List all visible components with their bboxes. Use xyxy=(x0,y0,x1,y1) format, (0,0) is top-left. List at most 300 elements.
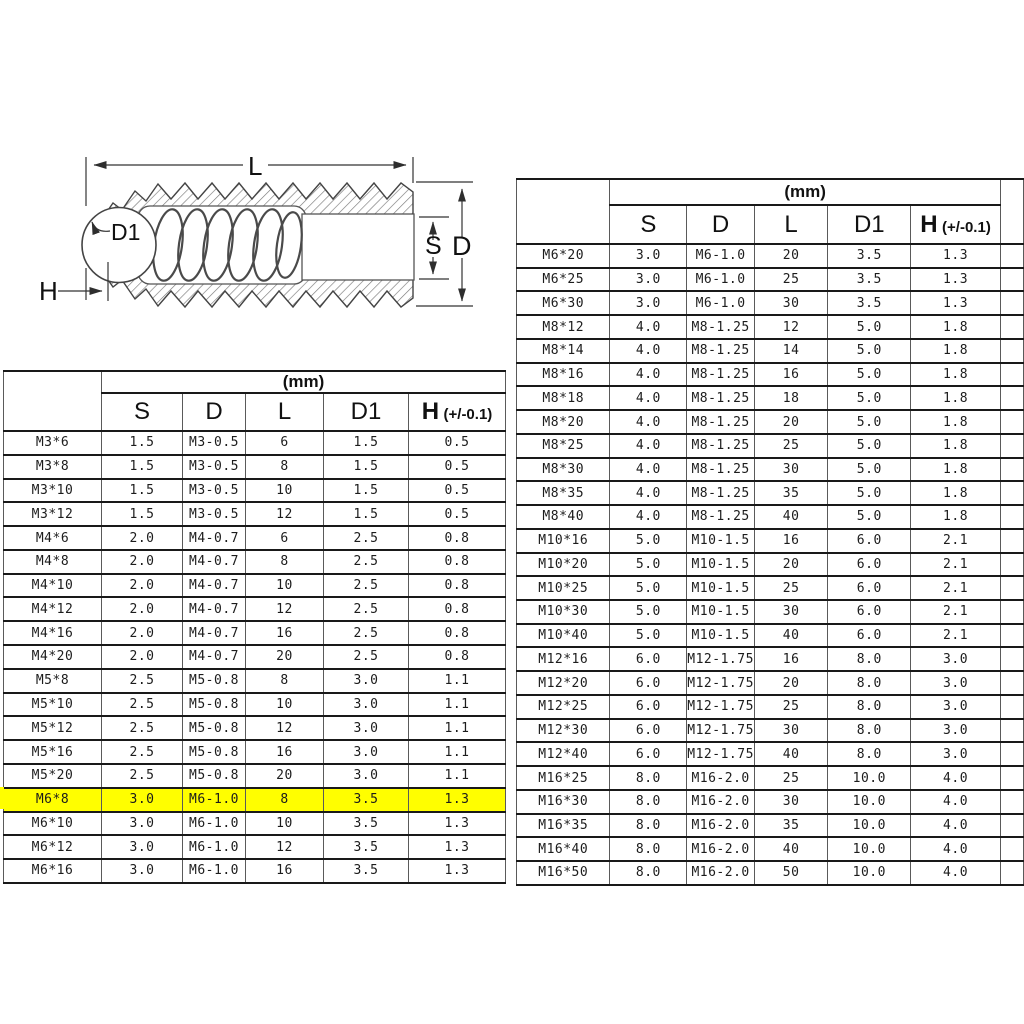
value-cell: 1.5 xyxy=(324,479,409,503)
unit-header: (mm) xyxy=(102,371,506,393)
size-cell: M5*16 xyxy=(4,740,102,764)
cutoff-cell xyxy=(1000,600,1023,624)
value-cell: 1.8 xyxy=(911,434,1001,458)
value-cell: M4-0.7 xyxy=(183,574,246,598)
corner-blank-cell xyxy=(4,371,102,431)
value-cell: 40 xyxy=(754,505,827,529)
value-cell: 12 xyxy=(246,502,324,526)
value-cell: M10-1.5 xyxy=(687,553,755,577)
cutoff-cell xyxy=(1000,363,1023,387)
table-row xyxy=(517,624,1024,648)
value-cell: 4.0 xyxy=(610,315,687,339)
size-cell: M8*16 xyxy=(517,363,610,387)
value-cell: 25 xyxy=(754,766,827,790)
size-cell: M16*30 xyxy=(517,790,610,814)
value-cell: 50 xyxy=(754,861,827,885)
h-label: H xyxy=(421,398,440,425)
value-cell: M10-1.5 xyxy=(687,600,755,624)
cutoff-cell xyxy=(1000,410,1023,434)
right-table-body xyxy=(517,244,1024,885)
cutoff-cell xyxy=(1000,695,1023,719)
size-cell: M16*25 xyxy=(517,766,610,790)
table-row xyxy=(517,719,1024,743)
value-cell: 4.0 xyxy=(610,481,687,505)
value-cell: 30 xyxy=(754,600,827,624)
unit-header-row xyxy=(517,179,1024,205)
left-table-body xyxy=(4,431,506,883)
value-cell: 8.0 xyxy=(828,742,911,766)
table-row xyxy=(4,479,506,503)
size-cell: M8*14 xyxy=(517,339,610,363)
size-cell: M12*30 xyxy=(517,719,610,743)
value-cell: 2.5 xyxy=(102,764,183,788)
value-cell: 1.8 xyxy=(911,315,1001,339)
table-row xyxy=(4,788,506,812)
h-tolerance-label: (+/-0.1) xyxy=(443,406,493,423)
value-cell: M6-1.0 xyxy=(183,788,246,812)
table-row xyxy=(517,363,1024,387)
value-cell: 3.0 xyxy=(610,244,687,268)
value-cell: M6-1.0 xyxy=(687,268,755,292)
table-row xyxy=(517,386,1024,410)
value-cell: 3.5 xyxy=(324,835,409,859)
value-cell: 3.0 xyxy=(324,693,409,717)
value-cell: 16 xyxy=(246,740,324,764)
size-cell: M6*16 xyxy=(4,859,102,883)
value-cell: 1.8 xyxy=(911,339,1001,363)
cutoff-cell xyxy=(1000,315,1023,339)
cutoff-cell xyxy=(1000,671,1023,695)
value-cell: 4.0 xyxy=(911,861,1001,885)
value-cell: 20 xyxy=(754,410,827,434)
value-cell: 2.5 xyxy=(324,621,409,645)
col-header-h xyxy=(409,393,506,431)
value-cell: 3.0 xyxy=(324,716,409,740)
value-cell: M3-0.5 xyxy=(183,431,246,455)
cutoff-cell xyxy=(1000,386,1023,410)
value-cell: M10-1.5 xyxy=(687,529,755,553)
value-cell: 20 xyxy=(754,671,827,695)
value-cell: M16-2.0 xyxy=(687,814,755,838)
cutoff-cell xyxy=(1000,553,1023,577)
value-cell: M5-0.8 xyxy=(183,716,246,740)
size-cell: M4*8 xyxy=(4,550,102,574)
value-cell: 2.1 xyxy=(911,529,1001,553)
value-cell: 35 xyxy=(754,814,827,838)
value-cell: 1.3 xyxy=(409,859,506,883)
value-cell: M12-1.75 xyxy=(687,671,755,695)
table-row xyxy=(517,814,1024,838)
size-cell: M6*25 xyxy=(517,268,610,292)
value-cell: M12-1.75 xyxy=(687,719,755,743)
table-row xyxy=(517,695,1024,719)
size-cell: M4*12 xyxy=(4,597,102,621)
size-cell: M3*12 xyxy=(4,502,102,526)
value-cell: 3.0 xyxy=(324,764,409,788)
cutoff-cell xyxy=(1000,268,1023,292)
value-cell: 16 xyxy=(246,621,324,645)
value-cell: 2.1 xyxy=(911,553,1001,577)
size-cell: M5*8 xyxy=(4,669,102,693)
size-cell: M10*16 xyxy=(517,529,610,553)
value-cell: 5.0 xyxy=(828,458,911,482)
value-cell: 1.1 xyxy=(409,693,506,717)
value-cell: 3.0 xyxy=(610,268,687,292)
value-cell: 1.3 xyxy=(911,268,1001,292)
value-cell: M6-1.0 xyxy=(687,244,755,268)
size-cell: M5*20 xyxy=(4,764,102,788)
value-cell: 10 xyxy=(246,574,324,598)
spring-plunger-diagram xyxy=(0,140,490,320)
table-row xyxy=(4,550,506,574)
value-cell: 8.0 xyxy=(610,790,687,814)
value-cell: 8.0 xyxy=(610,837,687,861)
value-cell: 3.0 xyxy=(324,669,409,693)
value-cell: 25 xyxy=(754,695,827,719)
value-cell: 12 xyxy=(246,835,324,859)
value-cell: 1.1 xyxy=(409,740,506,764)
value-cell: 3.0 xyxy=(911,695,1001,719)
value-cell: 18 xyxy=(754,386,827,410)
value-cell: 12 xyxy=(246,716,324,740)
unit-header: (mm) xyxy=(610,179,1000,205)
value-cell: 0.8 xyxy=(409,597,506,621)
cutoff-cell xyxy=(1000,742,1023,766)
value-cell: 5.0 xyxy=(610,624,687,648)
value-cell: 16 xyxy=(246,859,324,883)
value-cell: 3.0 xyxy=(102,788,183,812)
value-cell: M8-1.25 xyxy=(687,434,755,458)
value-cell: M16-2.0 xyxy=(687,861,755,885)
table-row xyxy=(517,315,1024,339)
value-cell: M6-1.0 xyxy=(183,859,246,883)
value-cell: 10 xyxy=(246,812,324,836)
corner-blank-cell xyxy=(517,179,610,244)
size-cell: M6*30 xyxy=(517,291,610,315)
value-cell: 30 xyxy=(754,790,827,814)
value-cell: 1.5 xyxy=(102,479,183,503)
value-cell: M3-0.5 xyxy=(183,502,246,526)
value-cell: 8.0 xyxy=(828,671,911,695)
value-cell: 1.5 xyxy=(102,431,183,455)
size-cell: M4*10 xyxy=(4,574,102,598)
size-cell: M6*12 xyxy=(4,835,102,859)
value-cell: 20 xyxy=(754,244,827,268)
value-cell: 12 xyxy=(754,315,827,339)
value-cell: 1.5 xyxy=(102,455,183,479)
dim-label-D1: D1 xyxy=(111,219,141,245)
value-cell: 8.0 xyxy=(610,861,687,885)
size-cell: M16*35 xyxy=(517,814,610,838)
cutoff-cell xyxy=(1000,766,1023,790)
value-cell: 3.5 xyxy=(828,244,911,268)
value-cell: 14 xyxy=(754,339,827,363)
value-cell: M4-0.7 xyxy=(183,526,246,550)
value-cell: 5.0 xyxy=(610,529,687,553)
value-cell: 3.5 xyxy=(828,268,911,292)
table-row xyxy=(517,268,1024,292)
table-row xyxy=(517,434,1024,458)
cutoff-cell xyxy=(1000,481,1023,505)
value-cell: 0.8 xyxy=(409,645,506,669)
value-cell: 2.5 xyxy=(324,597,409,621)
cutoff-cell xyxy=(1000,719,1023,743)
value-cell: 8.0 xyxy=(828,719,911,743)
value-cell: 2.5 xyxy=(102,716,183,740)
value-cell: 25 xyxy=(754,268,827,292)
value-cell: 5.0 xyxy=(828,481,911,505)
value-cell: 6 xyxy=(246,431,324,455)
value-cell: 5.0 xyxy=(828,410,911,434)
value-cell: 1.3 xyxy=(409,812,506,836)
table-row xyxy=(4,812,506,836)
value-cell: 2.0 xyxy=(102,645,183,669)
value-cell: 40 xyxy=(754,742,827,766)
value-cell: 4.0 xyxy=(610,458,687,482)
value-cell: 10.0 xyxy=(828,790,911,814)
value-cell: 6.0 xyxy=(828,529,911,553)
value-cell: 2.0 xyxy=(102,550,183,574)
value-cell: 6 xyxy=(246,526,324,550)
value-cell: 1.5 xyxy=(324,431,409,455)
col-header-d1: D1 xyxy=(828,205,911,244)
cutoff-cell xyxy=(1000,458,1023,482)
value-cell: 3.5 xyxy=(828,291,911,315)
value-cell: 6.0 xyxy=(828,624,911,648)
value-cell: 8.0 xyxy=(610,766,687,790)
cutoff-cell xyxy=(1000,790,1023,814)
table-row xyxy=(4,431,506,455)
value-cell: 5.0 xyxy=(828,339,911,363)
table-row xyxy=(517,647,1024,671)
size-cell: M5*12 xyxy=(4,716,102,740)
value-cell: M10-1.5 xyxy=(687,576,755,600)
value-cell: 1.1 xyxy=(409,669,506,693)
spec-table-left xyxy=(3,370,506,884)
value-cell: 3.0 xyxy=(324,740,409,764)
value-cell: 35 xyxy=(754,481,827,505)
value-cell: 25 xyxy=(754,434,827,458)
cutoff-cell xyxy=(1000,861,1023,885)
value-cell: 0.5 xyxy=(409,431,506,455)
value-cell: 0.8 xyxy=(409,621,506,645)
value-cell: 1.8 xyxy=(911,458,1001,482)
col-header-l: L xyxy=(246,393,324,431)
value-cell: M8-1.25 xyxy=(687,481,755,505)
value-cell: 4.0 xyxy=(911,814,1001,838)
size-cell: M8*12 xyxy=(517,315,610,339)
value-cell: 5.0 xyxy=(610,553,687,577)
size-cell: M6*10 xyxy=(4,812,102,836)
table-row xyxy=(517,861,1024,885)
size-cell: M10*20 xyxy=(517,553,610,577)
size-cell: M8*35 xyxy=(517,481,610,505)
value-cell: 10.0 xyxy=(828,814,911,838)
size-cell: M10*30 xyxy=(517,600,610,624)
socket-bore xyxy=(302,214,414,280)
table-row xyxy=(517,339,1024,363)
table-row xyxy=(517,671,1024,695)
cutoff-cell xyxy=(1000,434,1023,458)
value-cell: 25 xyxy=(754,576,827,600)
value-cell: 40 xyxy=(754,837,827,861)
value-cell: M6-1.0 xyxy=(183,835,246,859)
table-row xyxy=(517,600,1024,624)
table-row xyxy=(517,837,1024,861)
table-row xyxy=(517,790,1024,814)
size-cell: M12*25 xyxy=(517,695,610,719)
value-cell: 6.0 xyxy=(828,600,911,624)
size-cell: M8*40 xyxy=(517,505,610,529)
cutoff-cell xyxy=(1000,647,1023,671)
size-cell: M3*8 xyxy=(4,455,102,479)
spring-plunger-drawing xyxy=(0,140,490,320)
value-cell: 5.0 xyxy=(828,434,911,458)
table-row xyxy=(517,766,1024,790)
value-cell: 4.0 xyxy=(610,410,687,434)
size-cell: M8*20 xyxy=(517,410,610,434)
value-cell: M12-1.75 xyxy=(687,742,755,766)
value-cell: 6.0 xyxy=(610,671,687,695)
size-cell: M4*20 xyxy=(4,645,102,669)
value-cell: 3.0 xyxy=(102,859,183,883)
value-cell: M3-0.5 xyxy=(183,479,246,503)
value-cell: 0.8 xyxy=(409,550,506,574)
value-cell: 1.3 xyxy=(911,291,1001,315)
value-cell: 3.0 xyxy=(911,742,1001,766)
value-cell: 3.0 xyxy=(911,647,1001,671)
value-cell: 2.5 xyxy=(324,645,409,669)
value-cell: 6.0 xyxy=(610,719,687,743)
table-row xyxy=(4,597,506,621)
value-cell: M4-0.7 xyxy=(183,550,246,574)
value-cell: 1.5 xyxy=(324,502,409,526)
unit-header-row xyxy=(4,371,506,393)
dim-label-D: D xyxy=(452,231,472,261)
value-cell: M16-2.0 xyxy=(687,790,755,814)
value-cell: 4.0 xyxy=(610,505,687,529)
value-cell: 6.0 xyxy=(610,647,687,671)
value-cell: 12 xyxy=(246,597,324,621)
cutoff-cell xyxy=(1000,624,1023,648)
value-cell: 1.8 xyxy=(911,363,1001,387)
value-cell: M8-1.25 xyxy=(687,505,755,529)
value-cell: M5-0.8 xyxy=(183,669,246,693)
size-cell: M8*18 xyxy=(517,386,610,410)
value-cell: 20 xyxy=(246,764,324,788)
value-cell: 20 xyxy=(754,553,827,577)
value-cell: 5.0 xyxy=(610,600,687,624)
value-cell: 1.5 xyxy=(102,502,183,526)
size-cell: M12*16 xyxy=(517,647,610,671)
size-cell: M6*20 xyxy=(517,244,610,268)
value-cell: M4-0.7 xyxy=(183,597,246,621)
col-header-l: L xyxy=(754,205,827,244)
table-row xyxy=(4,621,506,645)
table-row xyxy=(4,740,506,764)
value-cell: 1.1 xyxy=(409,764,506,788)
value-cell: 2.1 xyxy=(911,600,1001,624)
value-cell: 5.0 xyxy=(828,363,911,387)
value-cell: M16-2.0 xyxy=(687,766,755,790)
dim-label-H: H xyxy=(39,276,58,306)
h-label: H xyxy=(920,210,938,238)
table-row xyxy=(4,526,506,550)
table-row xyxy=(4,693,506,717)
table-row xyxy=(517,481,1024,505)
size-cell: M12*20 xyxy=(517,671,610,695)
value-cell: 5.0 xyxy=(828,386,911,410)
cutoff-column-cell xyxy=(1000,179,1023,244)
value-cell: 6.0 xyxy=(828,576,911,600)
h-tolerance-label: (+/-0.1) xyxy=(942,218,991,236)
value-cell: 0.5 xyxy=(409,455,506,479)
value-cell: M5-0.8 xyxy=(183,764,246,788)
table-row xyxy=(4,502,506,526)
table-row xyxy=(517,553,1024,577)
dim-label-L: L xyxy=(248,151,263,181)
value-cell: 5.0 xyxy=(828,505,911,529)
value-cell: 1.8 xyxy=(911,505,1001,529)
value-cell: 2.1 xyxy=(911,624,1001,648)
value-cell: 8.0 xyxy=(828,695,911,719)
value-cell: 1.3 xyxy=(409,788,506,812)
value-cell: M16-2.0 xyxy=(687,837,755,861)
value-cell: 2.0 xyxy=(102,526,183,550)
value-cell: M8-1.25 xyxy=(687,386,755,410)
value-cell: 4.0 xyxy=(610,339,687,363)
value-cell: 16 xyxy=(754,363,827,387)
size-cell: M16*50 xyxy=(517,861,610,885)
value-cell: 1.1 xyxy=(409,716,506,740)
table-row xyxy=(4,859,506,883)
col-header-d1: D1 xyxy=(324,393,409,431)
value-cell: 8.0 xyxy=(828,647,911,671)
value-cell: 4.0 xyxy=(911,766,1001,790)
value-cell: 0.5 xyxy=(409,502,506,526)
value-cell: 3.0 xyxy=(102,812,183,836)
size-cell: M16*40 xyxy=(517,837,610,861)
value-cell: 8 xyxy=(246,455,324,479)
value-cell: 30 xyxy=(754,719,827,743)
size-cell: M3*10 xyxy=(4,479,102,503)
table-row xyxy=(4,669,506,693)
size-cell: M8*30 xyxy=(517,458,610,482)
value-cell: M8-1.25 xyxy=(687,363,755,387)
value-cell: M5-0.8 xyxy=(183,693,246,717)
table-row xyxy=(4,574,506,598)
value-cell: 1.3 xyxy=(911,244,1001,268)
table-row xyxy=(517,458,1024,482)
cutoff-cell xyxy=(1000,837,1023,861)
table-row xyxy=(517,410,1024,434)
value-cell: M10-1.5 xyxy=(687,624,755,648)
value-cell: M8-1.25 xyxy=(687,410,755,434)
size-cell: M5*10 xyxy=(4,693,102,717)
value-cell: 3.5 xyxy=(324,859,409,883)
value-cell: M6-1.0 xyxy=(687,291,755,315)
table-row xyxy=(4,645,506,669)
size-cell: M3*6 xyxy=(4,431,102,455)
value-cell: 1.8 xyxy=(911,410,1001,434)
size-cell: M6*8 xyxy=(4,788,102,812)
value-cell: 3.0 xyxy=(911,671,1001,695)
value-cell: M12-1.75 xyxy=(687,695,755,719)
value-cell: 2.5 xyxy=(102,740,183,764)
value-cell: 4.0 xyxy=(911,790,1001,814)
cutoff-cell xyxy=(1000,339,1023,363)
table-row xyxy=(517,291,1024,315)
